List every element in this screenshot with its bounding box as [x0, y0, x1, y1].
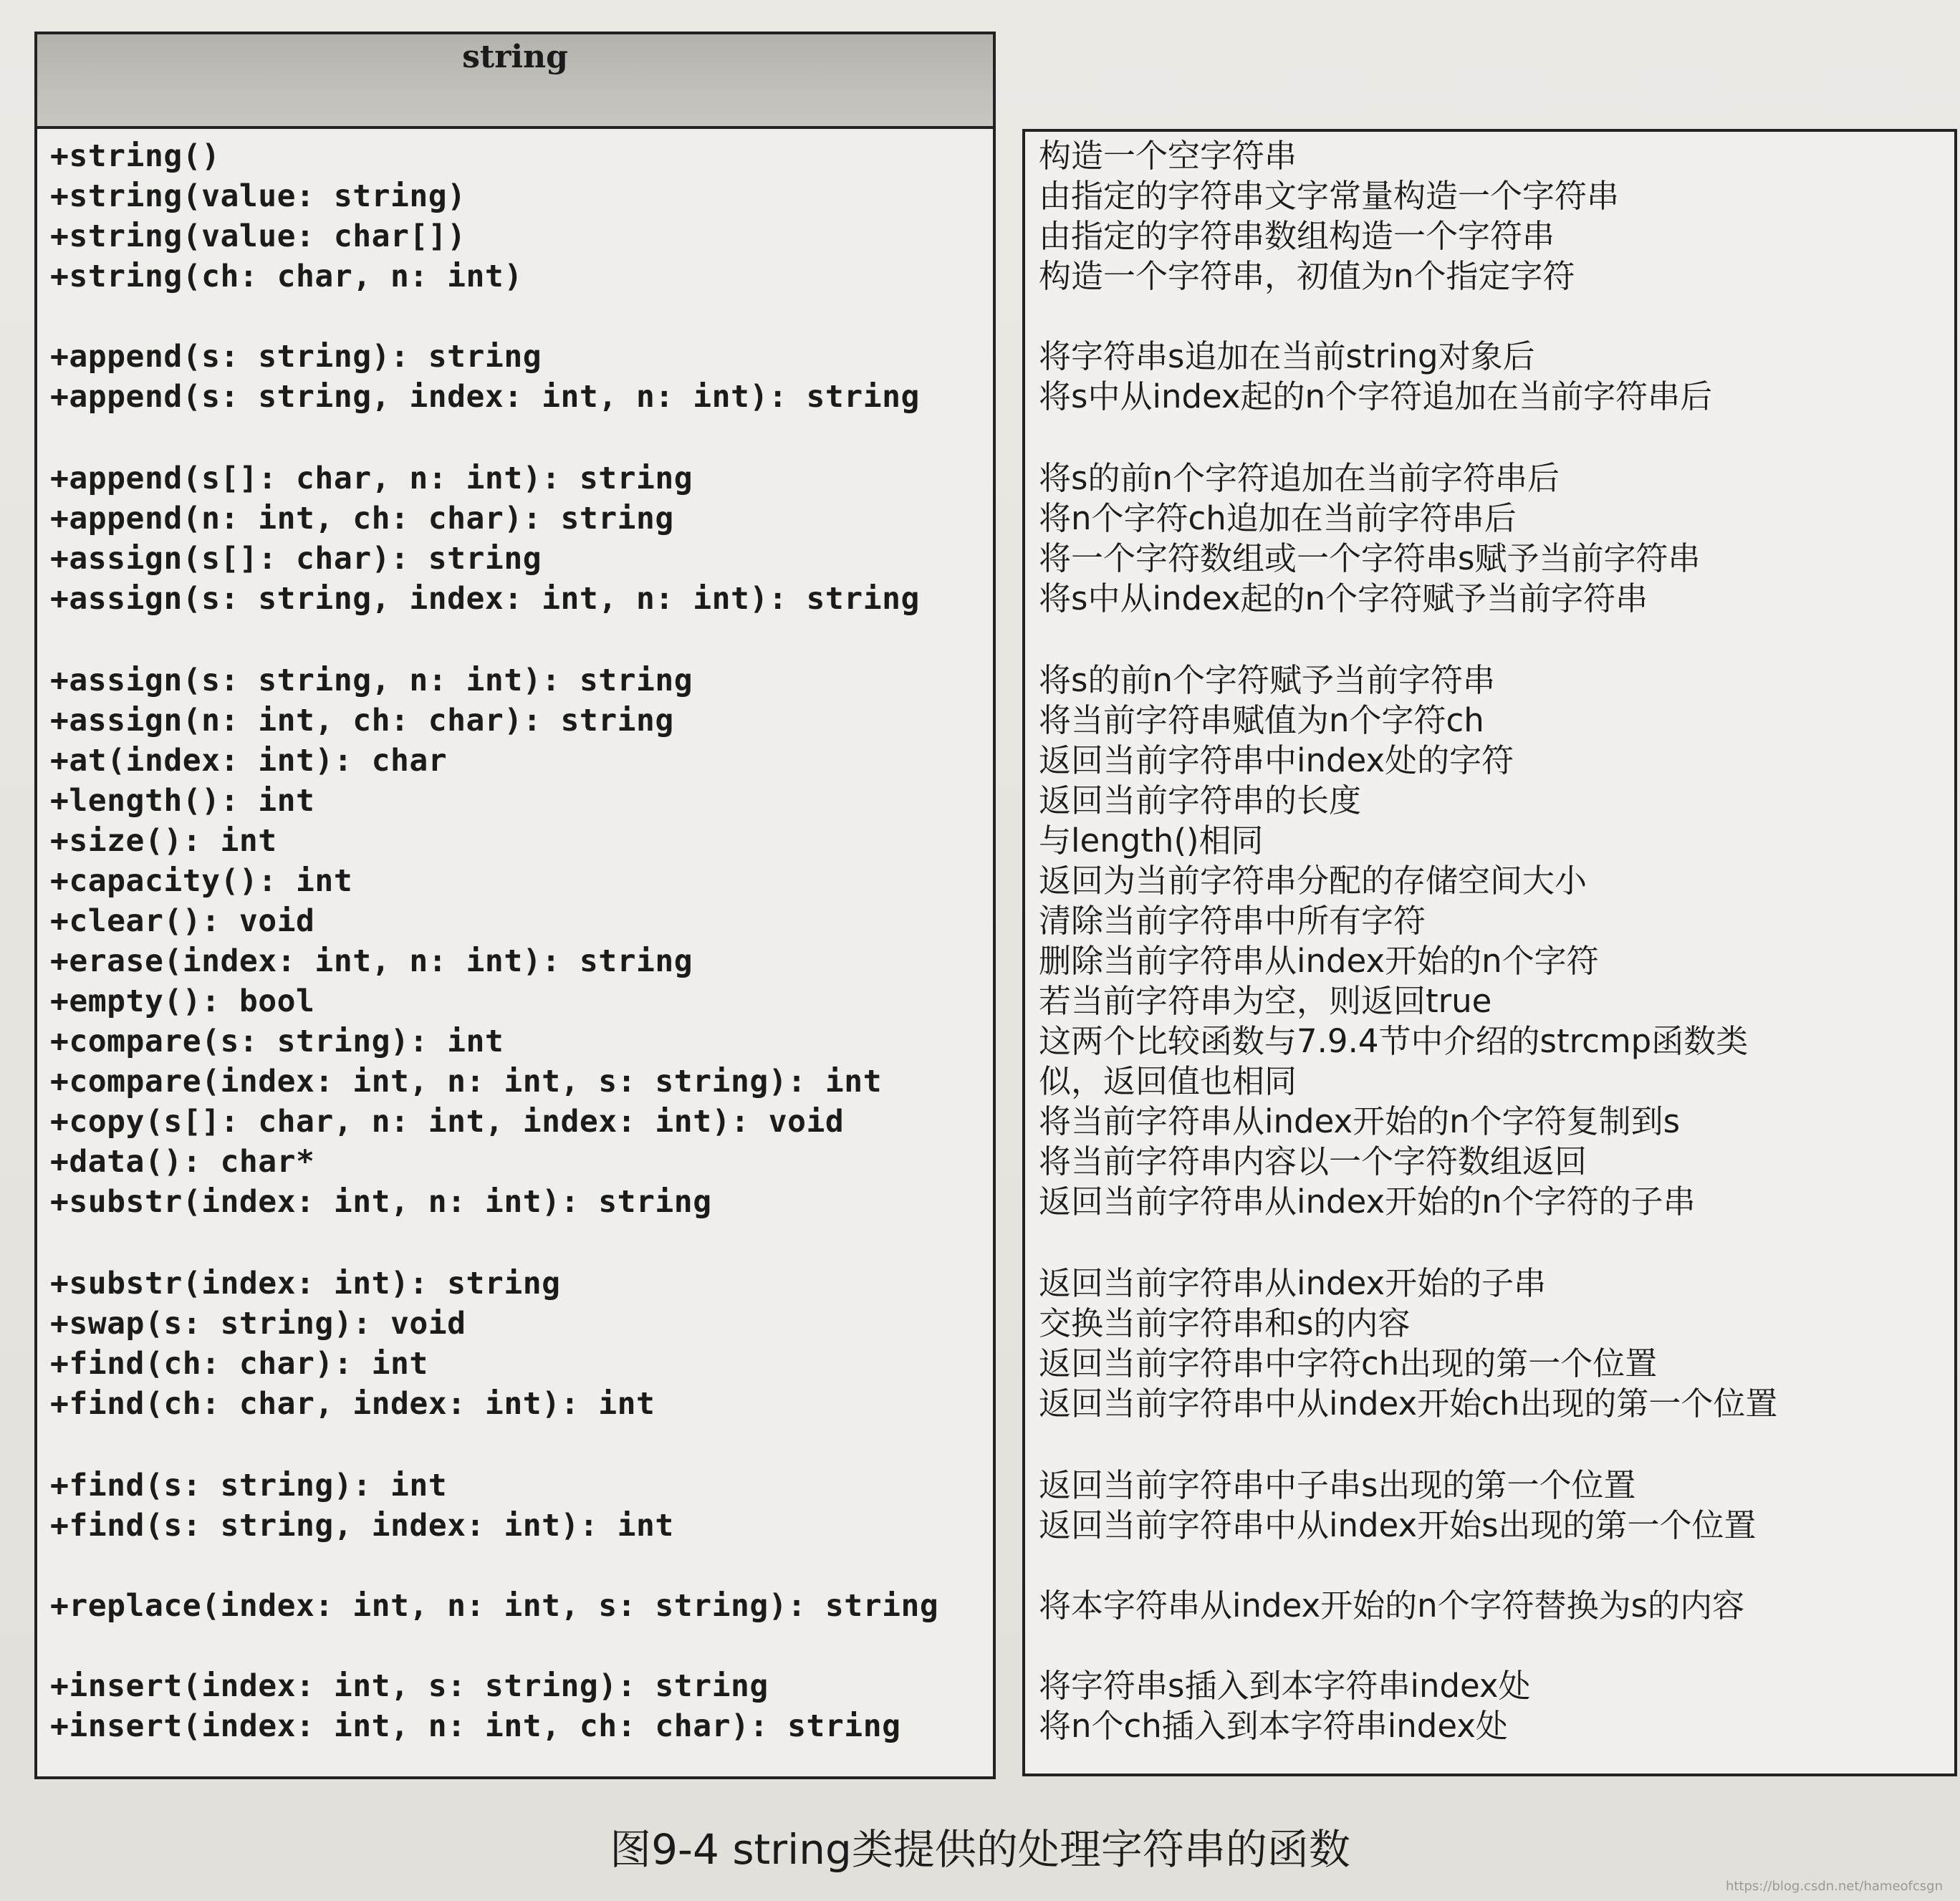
method-signature: +compare(s: string): int — [50, 1024, 504, 1059]
method-description: 删除当前字符串从index开始的n个字符 — [1039, 942, 1599, 980]
method-description: 若当前字符串为空，则返回true — [1039, 982, 1492, 1020]
method-signature: +length(): int — [50, 783, 315, 819]
method-signature: +erase(index: int, n: int): string — [50, 943, 693, 979]
method-signature: +append(s[]: char, n: int): string — [50, 461, 693, 496]
method-signature: +assign(n: int, ch: char): string — [50, 703, 674, 738]
method-description: 返回当前字符串中从index开始s出现的第一个位置 — [1039, 1506, 1757, 1544]
method-description: 返回当前字符串的长度 — [1039, 781, 1362, 819]
method-signature: +append(n: int, ch: char): string — [50, 501, 674, 536]
method-signature: +clear(): void — [50, 903, 315, 939]
method-description: 清除当前字符串中所有字符 — [1039, 902, 1426, 940]
method-signature: +string(value: string) — [50, 178, 466, 214]
method-description: 将s中从index起的n个字符赋予当前字符串 — [1039, 579, 1648, 617]
method-signature: +substr(index: int, n: int): string — [50, 1184, 712, 1220]
method-description: 返回当前字符串中从index开始ch出现的第一个位置 — [1039, 1385, 1778, 1423]
method-signature: +string(value: char[]) — [50, 218, 466, 254]
method-description: 将本字符串从index开始的n个字符替换为s的内容 — [1039, 1587, 1745, 1625]
method-description: 将字符串s追加在当前string对象后 — [1039, 337, 1535, 375]
method-description: 返回当前字符串中index处的字符 — [1039, 741, 1514, 779]
method-signature: +find(ch: char, index: int): int — [50, 1386, 655, 1422]
method-description: 返回为当前字符串分配的存储空间大小 — [1039, 862, 1587, 900]
method-description: 将字符串s插入到本字符串index处 — [1039, 1667, 1531, 1705]
method-signature: +at(index: int): char — [50, 743, 448, 779]
method-signature: +swap(s: string): void — [50, 1306, 466, 1342]
method-description: 返回当前字符串中字符ch出现的第一个位置 — [1039, 1344, 1658, 1382]
method-description: 将s中从index起的n个字符追加在当前字符串后 — [1039, 377, 1713, 415]
method-signature: +replace(index: int, n: int, s: string): string — [50, 1588, 939, 1624]
method-signature: +find(s: string, index: int): int — [50, 1508, 674, 1544]
method-signature: +size(): int — [50, 823, 277, 859]
method-signature: +assign(s[]: char): string — [50, 541, 542, 577]
method-description: 返回当前字符串从index开始的n个字符的子串 — [1039, 1183, 1696, 1221]
method-signature: +assign(s: string, index: int, n: int): string — [50, 581, 920, 617]
method-description: 将当前字符串赋值为n个字符ch — [1039, 701, 1484, 739]
method-description: 将当前字符串内容以一个字符数组返回 — [1039, 1142, 1587, 1180]
figure-caption: 图9-4 string类提供的处理字符串的函数 — [610, 1825, 1350, 1874]
method-signature: +string(ch: char, n: int) — [50, 259, 523, 294]
method-description: 将n个ch插入到本字符串index处 — [1039, 1707, 1508, 1745]
method-signature: +copy(s[]: char, n: int, index: int): void — [50, 1104, 845, 1140]
method-signature: +append(s: string, index: int, n: int): string — [50, 379, 920, 415]
method-description: 将s的前n个字符赋予当前字符串 — [1039, 661, 1495, 699]
method-description: 由指定的字符串文字常量构造一个字符串 — [1039, 177, 1620, 215]
method-description: 这两个比较函数与7.9.4节中介绍的strcmp函数类 — [1039, 1022, 1749, 1060]
method-description: 将s的前n个字符追加在当前字符串后 — [1039, 459, 1560, 497]
method-description: 由指定的字符串数组构造一个字符串 — [1039, 217, 1555, 255]
method-signature: +data(): char* — [50, 1144, 315, 1180]
method-signature: +string() — [50, 138, 221, 174]
method-description: 返回当前字符串中子串s出现的第一个位置 — [1039, 1466, 1636, 1504]
method-description: 将一个字符数组或一个字符串s赋予当前字符串 — [1039, 539, 1701, 577]
method-description: 与length()相同 — [1039, 822, 1264, 860]
method-signature: +assign(s: string, n: int): string — [50, 663, 693, 698]
method-signature: +capacity(): int — [50, 863, 353, 899]
method-signature: +find(ch: char): int — [50, 1346, 428, 1382]
method-signature: +insert(index: int, s: string): string — [50, 1668, 769, 1704]
class-name-header — [37, 34, 993, 129]
watermark: https://blog.csdn.net/hameofcsgn — [1725, 1879, 1943, 1894]
method-description: 交换当前字符串和s的内容 — [1039, 1304, 1411, 1342]
method-signature: +substr(index: int): string — [50, 1266, 561, 1301]
method-description: 似，返回值也相同 — [1039, 1062, 1297, 1100]
method-description: 将n个字符ch追加在当前字符串后 — [1039, 499, 1517, 537]
method-description: 返回当前字符串从index开始的子串 — [1039, 1264, 1547, 1302]
class-name: string — [462, 39, 568, 75]
method-signature: +empty(): bool — [50, 983, 315, 1019]
method-description: 将当前字符串从index开始的n个字符复制到s — [1039, 1102, 1681, 1140]
method-signature: +compare(index: int, n: int, s: string): int — [50, 1064, 883, 1099]
method-signature: +append(s: string): string — [50, 339, 542, 375]
method-description: 构造一个空字符串 — [1039, 137, 1297, 175]
method-signature: +insert(index: int, n: int, ch: char): string — [50, 1708, 901, 1744]
method-description: 构造一个字符串，初值为n个指定字符 — [1039, 257, 1575, 295]
method-signature: +find(s: string): int — [50, 1468, 448, 1503]
